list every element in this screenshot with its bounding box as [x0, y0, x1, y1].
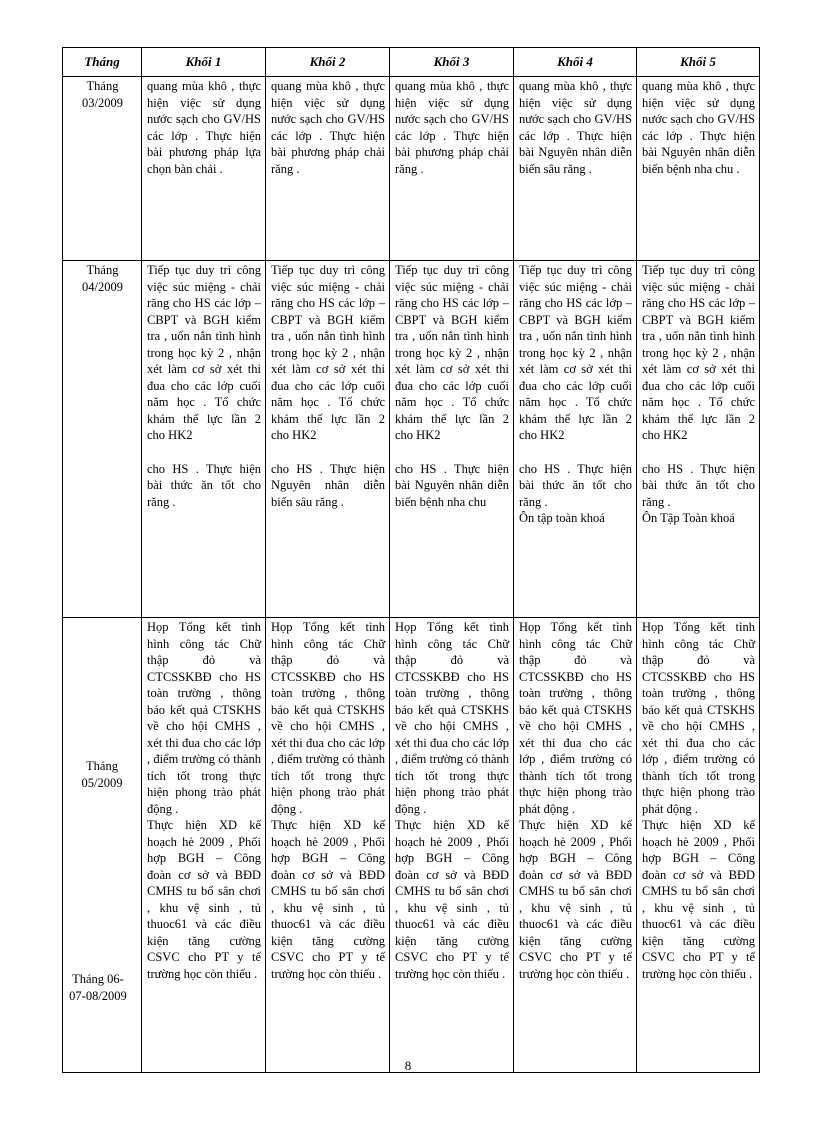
plan-cell-khoi-5 — [637, 261, 760, 618]
month-label-may: Tháng 05/2009 — [81, 759, 123, 790]
cell-text: cho HS . Thực hiện bài Nguyên nhân diễn biến bệnh nha chu — [395, 461, 513, 509]
plan-cell-khoi-3 — [390, 618, 514, 1073]
cell-text: quang mùa khô , thực hiện việc sử dụng nước sạch cho GV/HS các lớp . Thực hiện bài Nguyên nhân diễn biến bệnh nha chu . — [642, 79, 759, 176]
plan-table — [62, 47, 760, 1073]
cell-text: Thực hiện XD kế hoạch hè 2009 , Phối hợp BGH – Công đoàn cơ sở và BĐD CMHS tu bổ sân chơi , khu vệ sinh , tủ thuoc61 và các điều kiện tăng cường CSVC cho PT y tế trường học còn thiếu . — [395, 818, 513, 981]
month-label-summer: Tháng 06-07-08/2009 — [69, 972, 127, 1003]
plan-cell-khoi-3 — [390, 77, 514, 261]
cell-text: Thực hiện XD kế hoạch hè 2009 , Phối hợp BGH – Công đoàn cơ sở và BĐD CMHS tu bổ sân chơi , khu vệ sinh , tủ thuoc61 và các điều kiện tăng cường CSVC cho PT y tế trường học còn thiếu . — [271, 818, 389, 981]
plan-cell-khoi-4 — [514, 618, 637, 1073]
header-khoi-3: Khối 3 — [390, 48, 514, 77]
cell-text: Họp Tổng kết tình hình công tác Chữ thập đỏ và CTCSSKBĐ cho HS toàn trường , thông báo kết quả CTSKHS về cho hội CMHS , xét thi đua cho các lớp , điểm trường có thành tích tốt trong thực hiện phong trào phát động . — [642, 620, 759, 816]
cell-text: quang mùa khô , thực hiện việc sử dụng nước sạch cho GV/HS các lớp . Thực hiện bài Nguyên nhân diễn biến sâu răng . — [519, 79, 636, 176]
plan-cell-khoi-1 — [142, 261, 266, 618]
cell-text: Ôn tập toàn khoá — [519, 511, 605, 525]
plan-cell-khoi-1 — [142, 77, 266, 261]
table-header-row — [63, 48, 760, 77]
cell-text: Ôn Tập Toàn khoá — [642, 511, 735, 525]
cell-text: Tiếp tục duy trì công việc súc miệng - chải răng cho HS các lớp – CBPT và BGH kiểm tra , uốn nắn tình hình trong học kỳ 2 , nhận xét làm cơ sở xét thi đua cho các lớp cuối năm học . Tổ chức khám thể lực lần 2 cho HK2 — [147, 263, 265, 442]
header-month: Tháng — [63, 48, 142, 77]
plan-cell-khoi-5 — [637, 77, 760, 261]
table-row-may-summer — [63, 618, 760, 1073]
header-khoi-2: Khối 2 — [266, 48, 390, 77]
plan-cell-khoi-2 — [266, 261, 390, 618]
cell-text: cho HS . Thực hiện Nguyên nhân diễn biến sâu răng . — [271, 461, 389, 509]
cell-text: cho HS . Thực hiện bài thức ăn tốt cho răng . — [519, 461, 636, 509]
cell-text: quang mùa khô , thực hiện việc sử dụng nước sạch cho GV/HS các lớp . Thực hiện bài phương pháp lựa chọn bàn chải . — [147, 79, 265, 176]
cell-text: quang mùa khô , thực hiện việc sử dụng nước sạch cho GV/HS các lớp . Thực hiện bài phương pháp chải răng . — [271, 79, 389, 176]
plan-cell-khoi-5 — [637, 618, 760, 1073]
plan-cell-khoi-2 — [266, 618, 390, 1073]
cell-text: Thực hiện XD kế hoạch hè 2009 , Phối hợp BGH – Công đoàn cơ sở và BĐD CMHS tu bổ sân chơi , khu vệ sinh , tủ thuoc61 và các điều kiện tăng cường CSVC cho PT y tế trường học còn thiếu . — [147, 818, 265, 981]
cell-text: Tiếp tục duy trì công việc súc miệng - chải răng cho HS các lớp – CBPT và BGH kiểm tra , uốn nắn tình hình trong học kỳ 2 , nhận xét làm cơ sở xét thi đua cho các lớp cuối năm học . Tổ chức khám thể lực lần 2 cho HK2 — [642, 263, 759, 442]
cell-text: Thực hiện XD kế hoạch hè 2009 , Phối hợp BGH – Công đoàn cơ sở và BĐD CMHS tu bổ sân chơi , khu vệ sinh , tủ thuoc61 và các điều kiện tăng cường CSVC cho PT y tế trường học còn thiếu . — [642, 818, 759, 981]
cell-text: Thực hiện XD kế hoạch hè 2009 , Phối hợp BGH – Công đoàn cơ sở và BĐD CMHS tu bổ sân chơi , khu vệ sinh , tủ thuoc61 và các điều kiện tăng cường CSVC cho PT y tế trường học còn thiếu . — [519, 818, 636, 981]
plan-cell-khoi-1 — [142, 618, 266, 1073]
month-cell: Tháng 03/2009 — [63, 77, 142, 261]
cell-text: Họp Tổng kết tình hình công tác Chữ thập đỏ và CTCSSKBĐ cho HS toàn trường , thông báo kết quả CTSKHS về cho hội CMHS , xét thi đua cho các lớp , điểm trường có thành tích tốt trong thực hiện phong trào phát động . — [271, 620, 389, 816]
cell-text: Họp Tổng kết tình hình công tác Chữ thập đỏ và CTCSSKBĐ cho HS toàn trường , thông báo kết quả CTSKHS về cho hội CMHS , xét thi đua cho các lớp , điểm trường có thành tích tốt trong thực hiện phong trào phát động . — [519, 620, 636, 816]
plan-cell-khoi-4 — [514, 261, 637, 618]
cell-text: Họp Tổng kết tình hình công tác Chữ thập đỏ và CTCSSKBĐ cho HS toàn trường , thông báo kết quả CTSKHS về cho hội CMHS , xét thi đua cho các lớp , điểm trường có thành tích tốt trong thực hiện phong trào phát động . — [147, 620, 265, 816]
header-khoi-5: Khối 5 — [637, 48, 760, 77]
cell-text: Họp Tổng kết tình hình công tác Chữ thập đỏ và CTCSSKBĐ cho HS toàn trường , thông báo kết quả CTSKHS về cho hội CMHS , xét thi đua cho các lớp , điểm trường có thành tích tốt trong thực hiện phong trào phát động . — [395, 620, 513, 816]
plan-cell-khoi-3 — [390, 261, 514, 618]
month-cell — [63, 618, 142, 1073]
page-number: 8 — [404, 1058, 412, 1073]
plan-cell-khoi-4 — [514, 77, 637, 261]
cell-text: Tiếp tục duy trì công việc súc miệng - chải răng cho HS các lớp – CBPT và BGH kiểm tra , uốn nắn tình hình trong học kỳ 2 , nhận xét làm cơ sở xét thi đua cho các lớp cuối năm học . Tổ chức khám thể lực lần 2 cho HK2 — [271, 263, 389, 442]
cell-text: Tiếp tục duy trì công việc súc miệng - chải răng cho HS các lớp – CBPT và BGH kiểm tra , uốn nắn tình hình trong học kỳ 2 , nhận xét làm cơ sở xét thi đua cho các lớp cuối năm học . Tổ chức khám thể lực lần 2 cho HK2 — [395, 263, 513, 442]
header-khoi-1: Khối 1 — [142, 48, 266, 77]
cell-text: Tiếp tục duy trì công việc súc miệng - chải răng cho HS các lớp – CBPT và BGH kiểm tra , uốn nắn tình hình trong học kỳ 2 , nhận xét làm cơ sở xét thi đua cho các lớp cuối năm học . Tổ chức khám thể lực lần 2 cho HK2 — [519, 263, 636, 442]
table-row-march — [63, 77, 760, 261]
cell-text: cho HS . Thực hiện bài thức ăn tốt cho răng . — [642, 461, 759, 509]
cell-text: cho HS . Thực hiện bài thức ăn tốt cho răng . — [147, 461, 265, 509]
cell-text: quang mùa khô , thực hiện việc sử dụng nước sạch cho GV/HS các lớp . Thực hiện bài phương pháp chải răng . — [395, 79, 513, 176]
table-row-april — [63, 261, 760, 618]
month-cell: Tháng 04/2009 — [63, 261, 142, 618]
header-khoi-4: Khối 4 — [514, 48, 637, 77]
plan-cell-khoi-2 — [266, 77, 390, 261]
